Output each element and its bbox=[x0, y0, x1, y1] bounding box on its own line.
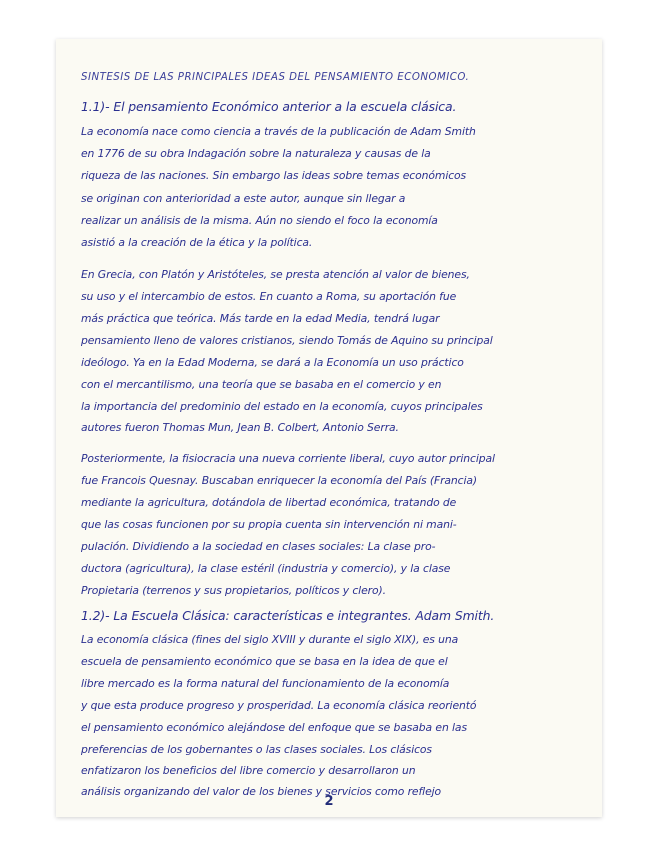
text-line: realizar un análisis de la misma. Aún no siendo el foco la economía bbox=[81, 214, 438, 227]
text-line: libre mercado es la forma natural del funcionamiento de la economía bbox=[81, 677, 450, 690]
section-heading-1-2: 1.2)- La Escuela Clásica: características e integrantes. Adam Smith. bbox=[81, 609, 495, 623]
text-line: en 1776 de su obra Indagación sobre la naturaleza y causas de la bbox=[81, 147, 431, 160]
text-line: su uso y el intercambio de estos. En cuanto a Roma, su aportación fue bbox=[81, 290, 457, 303]
document-title: SINTESIS DE LAS PRINCIPALES IDEAS DEL PENSAMIENTO ECONÓMICO. bbox=[81, 72, 470, 83]
text-line: pulación. Dividiendo a la sociedad en clases sociales: La clase pro- bbox=[81, 540, 436, 553]
text-line: ductora (agricultura), la clase estéril (industria y comercio), y la clase bbox=[81, 562, 451, 575]
text-line: autores fueron Thomas Mun, Jean B. Colbert, Antonio Serra. bbox=[81, 421, 399, 434]
notebook-page bbox=[56, 39, 602, 817]
text-line: Posteriormente, la fisiocracia una nueva corriente liberal, cuyo autor principal bbox=[81, 452, 495, 465]
text-line: el pensamiento económico alejándose del enfoque que se basaba en las bbox=[81, 721, 467, 734]
text-line: En Grecia, con Platón y Aristóteles, se presta atención al valor de bienes, bbox=[81, 268, 470, 281]
text-line: La economía clásica (fines del siglo XVIII y durante el siglo XIX), es una bbox=[81, 633, 459, 646]
text-line: asistió a la creación de la ética y la política. bbox=[81, 236, 313, 249]
text-line: con el mercantilismo, una teoría que se basaba en el comercio y en bbox=[81, 378, 442, 391]
text-line: riqueza de las naciones. Sin embargo las ideas sobre temas económicos bbox=[81, 169, 467, 182]
text-line: La economía nace como ciencia a través de la publicación de Adam Smith bbox=[81, 125, 476, 138]
text-line: preferencias de los gobernantes o las clases sociales. Los clásicos bbox=[81, 743, 432, 756]
page-number: 2 bbox=[324, 794, 334, 809]
text-line: que las cosas funcionen por su propia cuenta sin intervención ni mani- bbox=[81, 518, 457, 531]
text-line: la importancia del predominio del estado en la economía, cuyos principales bbox=[81, 400, 483, 413]
text-line: escuela de pensamiento económico que se basa en la idea de que el bbox=[81, 655, 448, 668]
section-heading-1-1: 1.1)- El pensamiento Económico anterior a la escuela clásica. bbox=[81, 100, 457, 114]
text-line: y que esta produce progreso y prosperidad. La economía clásica reorientó bbox=[81, 699, 477, 712]
text-line: análisis organizando del valor de los bienes y servicios como reflejo bbox=[81, 785, 442, 798]
text-line: mediante la agricultura, dotándola de libertad económica, tratando de bbox=[81, 496, 457, 509]
text-line: fue Francois Quesnay. Buscaban enriquecer la economía del País (Francia) bbox=[81, 474, 478, 487]
text-line: más práctica que teórica. Más tarde en la edad Media, tendrá lugar bbox=[81, 312, 440, 325]
text-line: enfatizaron los beneficios del libre comercio y desarrollaron un bbox=[81, 764, 416, 777]
text-line: se originan con anterioridad a este autor, aunque sin llegar a bbox=[81, 192, 406, 205]
text-line: Propietaria (terrenos y sus propietarios, políticos y clero). bbox=[81, 584, 386, 597]
text-line: ideólogo. Ya en la Edad Moderna, se dará a la Economía un uso práctico bbox=[81, 356, 464, 369]
text-line: pensamiento lleno de valores cristianos, siendo Tomás de Aquino su principal bbox=[81, 334, 493, 347]
